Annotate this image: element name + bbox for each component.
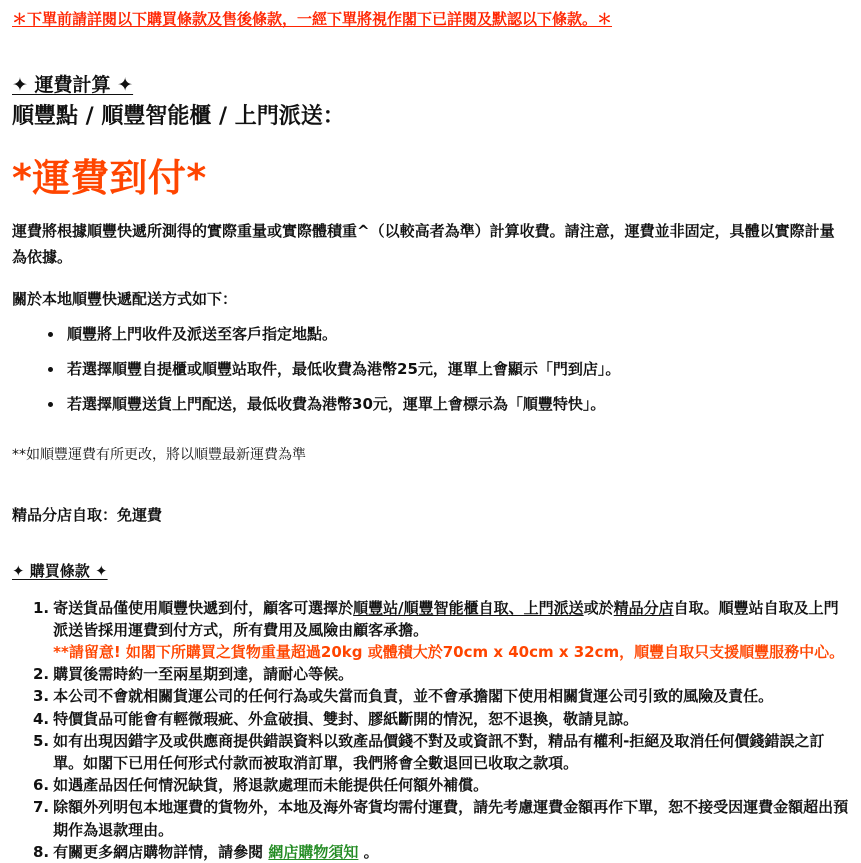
term-item [33,663,849,685]
store-pickup-free-shipping: 精品分店自取：免運費 [12,506,163,525]
term-text: 如遇產品因任何情況缺貨，將退款處理而未能提供任何額外補償。 [53,776,489,795]
list-item: • 順豐將上門收件及派送至客戶指定地點。 [64,324,849,345]
term-item [33,774,849,796]
list-item: • 若選擇順豐送貨上門配送，最低收費為港幣30元，運單上會標示為「順豐特快」。 [64,394,849,415]
purchase-terms-list [33,597,849,863]
pre-order-notice: ＊下單前請詳閱以下購買條款及售後條款，一經下單將視作閣下已詳閱及默認以下條款。＊ [12,10,613,28]
term-text-segment: 或於 [583,598,614,617]
oversize-warning: **請留意! 如閣下所購買之貨物重量超過20kg 或體積大於70cm x 40cm x 32cm，順豐自取只支援順豐服務中心。 [53,643,845,662]
term-text: 本公司不會就相關貨運公司的任何行為或失當而負責，並不會承擔閣下使用相關貨運公司引致的風險及責任。 [53,687,774,706]
term-text-segment: 寄送貨品僅使用順豐快遞到付，顧客可選擇於 [53,598,354,617]
underlined-phrase: 順豐站/順豐智能櫃自取、上門派送 [353,598,584,617]
delivery-methods-subheading: 順豐點 / 順豐智能櫃 / 上門派送： [12,103,345,129]
delivery-methods-list [12,324,849,415]
term-number: 3. [33,687,50,706]
shipping-section-heading: ✦ 運費計算 ✦ [12,74,134,97]
term-text [53,597,849,664]
term-text: 購買後需時約一至兩星期到達，請耐心等候。 [53,665,354,684]
term-text-segment: 自取。順豐站自取及上門派送皆採用運費到付方式，所有費用及風險由顧客承擔。 [53,598,839,639]
term-text: 除額外列明包本地運費的貨物外，本地及海外寄貨均需付運費，請先考慮運費金額再作下單，恕不接受因運費金額超出預期作為退款理由。 [53,798,849,839]
term-item [33,597,849,664]
term-item [33,796,849,840]
term-item [33,730,849,774]
term-number: 6. [33,776,50,795]
term-number: 4. [33,709,50,728]
term-text-segment: 有關更多網店購物詳情，請參閱 [53,842,269,861]
list-item: • 若選擇順豐自提櫃或順豐站取件，最低收費為港幣25元，運單上會顯示「門到店」。 [64,359,849,380]
freight-collect-headline: *運費到付* [12,155,207,200]
term-text: 如有出現因錯字及或供應商提供錯誤資料以致產品價錢不對及或資訊不對，精品有權利-拒絕及取消任何價錢錯誤之訂單。如閣下已用任何形式付款而被取消訂單，我們將會全數退回已收取之款項。 [53,731,825,773]
term-number: 5. [33,731,50,750]
fee-change-note: **如順豐運費有所更改，將以順豐最新運費為準 [12,447,306,464]
term-item [33,841,849,863]
term-item [33,708,849,730]
underlined-phrase: 精品分店 [613,598,674,617]
term-number: 7. [33,798,50,817]
term-text [53,841,849,863]
freight-intro-paragraph: 運費將根據順豐快遞所測得的實際重量或實際體積重^（以較高者為準）計算收費。請注意，運費並非固定，具體以實際計量為依據。 [12,222,835,267]
purchase-terms-heading: ✦ 購買條款 ✦ [12,561,108,580]
term-text-segment: 。 [358,842,379,861]
term-number: 1. [33,598,50,617]
delivery-methods-title: 關於本地順豐快遞配送方式如下： [12,289,238,308]
term-number: 2. [33,665,50,684]
term-item [33,685,849,707]
term-text: 特價貨品可能會有輕微瑕疵、外盒破損、雙封、膠紙斷開的情況，恕不退換，敬請見諒。 [53,709,639,728]
shop-guide-link[interactable]: 網店購物須知 [268,842,359,861]
term-number: 8. [33,842,50,861]
